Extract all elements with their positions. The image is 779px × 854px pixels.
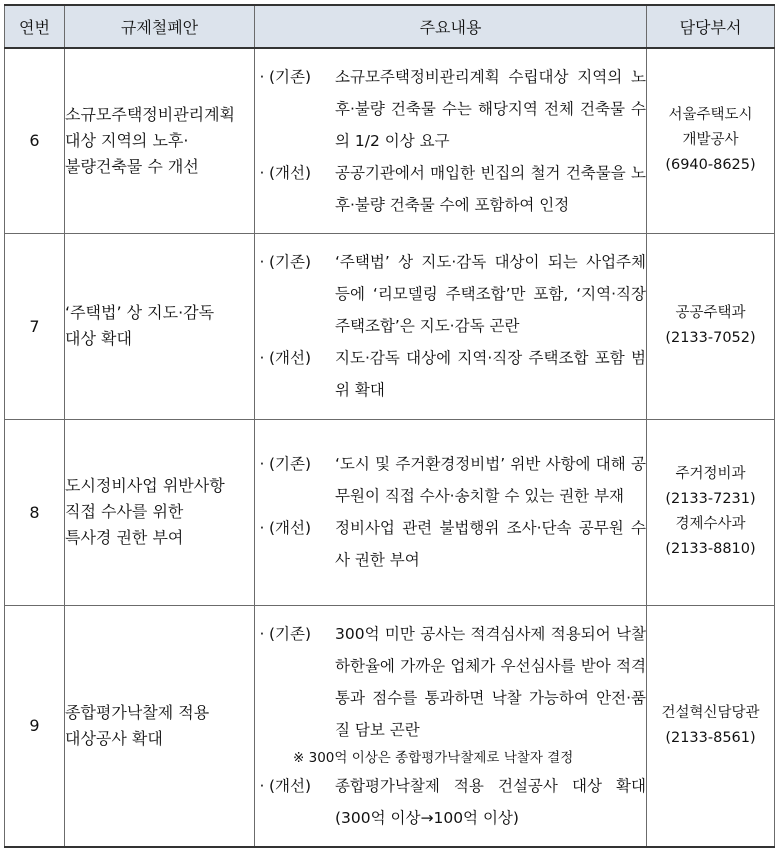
row-title (65, 605, 255, 847)
existing-item (255, 246, 646, 342)
table-row (5, 233, 775, 419)
header-title: 규제철폐안 (65, 5, 255, 48)
dept-line: 개발공사 (682, 132, 739, 149)
row-content (255, 605, 647, 847)
dept-line: 경제수사과 (675, 516, 746, 532)
bullet: · (259, 67, 265, 86)
header-num: 연번 (5, 5, 65, 48)
item-tag: (기존) (269, 624, 312, 643)
header-content: 주요내용 (255, 5, 647, 48)
title-line: 대상공사 확대 (65, 728, 163, 748)
row-num: 6 (5, 48, 65, 233)
row-dept (647, 419, 775, 605)
table-row (5, 605, 775, 847)
title-line: 대상 확대 (65, 329, 132, 348)
bullet: · (259, 455, 265, 473)
dept-line: (2133-8810) (665, 541, 756, 557)
row-num: 9 (5, 605, 65, 847)
dept-line: 서울주택도시 (668, 107, 753, 124)
item-text: 소규모주택정비관리계획 수립대상 지역의 노후·불량 건축물 수는 해당지역 전체 건축물 수의 1/2 이상 요구 (335, 67, 646, 150)
bullet: · (259, 163, 265, 182)
dept-line: (2133-7231) (665, 491, 756, 507)
title-line: 불량건축물 수 개선 (65, 156, 199, 176)
bullet: · (259, 519, 265, 537)
item-tag: (개선) (269, 163, 312, 182)
bullet: · (259, 253, 265, 271)
row-title (65, 233, 255, 419)
item-tag: (기존) (269, 67, 312, 86)
improved-item (255, 342, 646, 406)
title-line: 직접 수사를 위한 (65, 502, 184, 521)
row-content (255, 419, 647, 605)
improved-item (255, 770, 646, 834)
item-text: 종합평가낙찰제 적용 건설공사 대상 확대 (300억 이상→100억 이상) (335, 776, 646, 827)
existing-item (255, 448, 646, 512)
row-content (255, 233, 647, 419)
item-tag: (개선) (269, 519, 312, 537)
header-row (5, 5, 775, 48)
row-dept (647, 605, 775, 847)
dept-line: (6940-8625) (665, 157, 756, 174)
row-dept (647, 233, 775, 419)
improved-item (255, 157, 646, 221)
dept-line: (2133-8561) (665, 729, 756, 746)
item-tag: (기존) (269, 253, 312, 271)
item-tag: (기존) (269, 455, 312, 473)
item-text: 지도·감독 대상에 지역·직장 주택조합 포함 범위 확대 (335, 349, 646, 399)
title-line: 소규모주택정비관리계획 (65, 104, 236, 124)
title-line: 대상 지역의 노후· (65, 130, 189, 150)
item-tag: (개선) (269, 776, 312, 795)
dept-line: (2133-7052) (665, 330, 756, 346)
table-row (5, 48, 775, 233)
item-text: ‘주택법’ 상 지도·감독 대상이 되는 사업주체 등에 ‘리모델링 주택조합’만 포함, ‘지역·직장 주택조합’은 지도·감독 곤란 (335, 253, 646, 335)
improved-item (255, 512, 646, 576)
bullet: · (259, 349, 265, 367)
header-dept: 담당부서 (647, 5, 775, 48)
row-num: 7 (5, 233, 65, 419)
table-row (5, 419, 775, 605)
title-line: ‘주택법’ 상 지도·감독 (65, 303, 215, 322)
bullet: · (259, 776, 265, 795)
row-content (255, 48, 647, 233)
row-dept (647, 48, 775, 233)
title-line: 종합평가낙찰제 적용 (65, 702, 210, 722)
item-text: ‘도시 및 주거환경정비법’ 위반 사항에 대해 공무원이 직접 수사·송치할 수 있는 권한 부재 (335, 455, 646, 505)
row-title (65, 48, 255, 233)
row-num: 8 (5, 419, 65, 605)
dept-line: 건설혁신담당관 (661, 704, 760, 721)
title-line: 도시정비사업 위반사항 (65, 476, 225, 495)
item-tag: (개선) (269, 349, 312, 367)
bullet: · (259, 624, 265, 643)
note-text: ※ 300억 이상은 종합평가낙찰제로 낙찰자 결정 (293, 749, 574, 766)
row-title (65, 419, 255, 605)
title-line: 특사경 권한 부여 (65, 528, 184, 547)
item-text: 정비사업 관련 불법행위 조사·단속 공무원 수사 권한 부여 (335, 519, 646, 569)
item-text: 공공기관에서 매입한 빈집의 철거 건축물을 노후·불량 건축물 수에 포함하여 인정 (335, 163, 646, 214)
existing-item (255, 618, 646, 746)
item-text: 300억 미만 공사는 적격심사제 적용되어 낙찰하한율에 가까운 업체가 우선심사를 받아 적격통과 점수를 통과하면 낙찰 가능하여 안전·품질 담보 곤란 (335, 624, 646, 739)
existing-item (255, 61, 646, 157)
dept-line: 공공주택과 (675, 305, 746, 321)
regulation-table (4, 4, 775, 848)
dept-line: 주거정비과 (675, 466, 746, 482)
